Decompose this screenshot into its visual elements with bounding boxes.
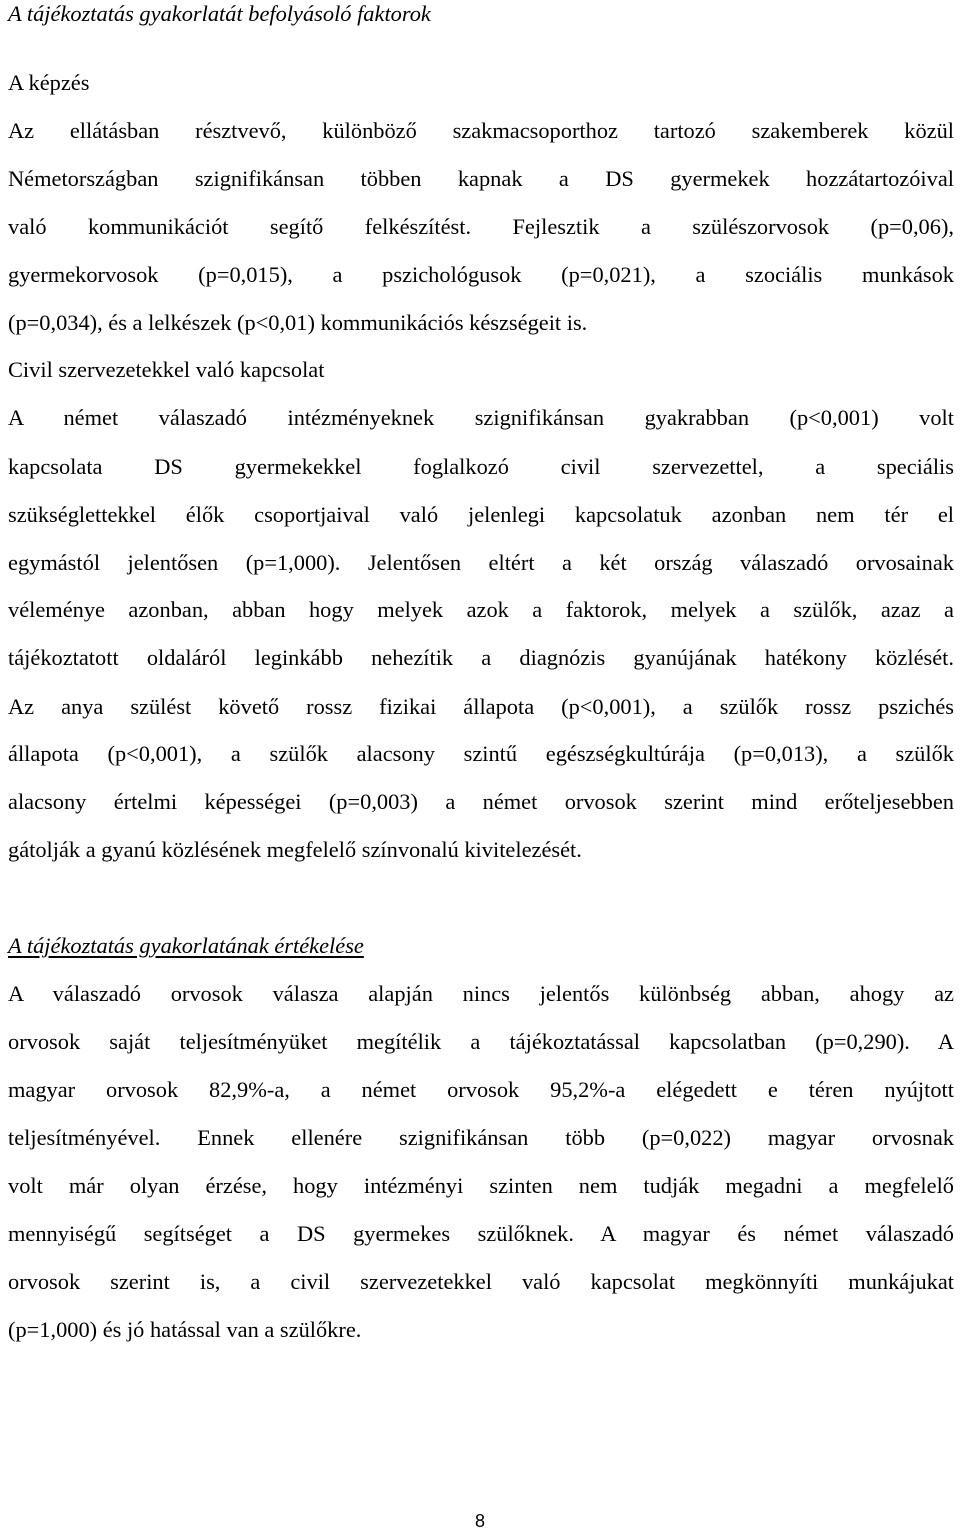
paragraph-line: tájékoztatott oldaláról leginkább nehezítik a diagnózis gyanújának hatékony közlését. (8, 645, 954, 670)
subheading-civil: Civil szervezetekkel való kapcsolat (8, 357, 325, 382)
paragraph-line: A német válaszadó intézményeknek szignifikánsan gyakrabban (p<0,001) volt (8, 405, 954, 430)
paragraph-line: magyar orvosok 82,9%-a, a német orvosok 95,2%-a elégedett e téren nyújtott (8, 1077, 954, 1102)
paragraph-line: volt már olyan érzése, hogy intézményi szinten nem tudják megadni a megfelelő (8, 1173, 954, 1198)
page-number: 8 (474, 1511, 485, 1531)
paragraph-line: teljesítményével. Ennek ellenére szignifikánsan több (p=0,022) magyar orvosnak (8, 1125, 954, 1150)
paragraph-line: gyermekorvosok (p=0,015), a pszichológusok (p=0,021), a szociális munkások (8, 262, 954, 287)
paragraph-line: A válaszadó orvosok válasza alapján nincs jelentős különbség abban, ahogy az (8, 981, 954, 1006)
section-heading-text: A tájékoztatás gyakorlatának értékelése (8, 933, 364, 958)
subheading-kepzes: A képzés (8, 70, 90, 95)
paragraph-line: Az anya szülést követő rossz fizikai állapota (p<0,001), a szülők rossz pszichés (8, 694, 954, 719)
paragraph-line: való kommunikációt segítő felkészítést. Fejlesztik a szülészorvosok (p=0,06), (8, 214, 954, 239)
paragraph-line: szükséglettekkel élők csoportjaival való jelenlegi kapcsolatuk azonban nem tér el (8, 502, 954, 527)
paragraph-line: orvosok szerint is, a civil szervezetekkel való kapcsolat megkönnyíti munkájukat (8, 1269, 954, 1294)
paragraph-line: (p=1,000) és jó hatással van a szülőkre. (8, 1317, 362, 1342)
paragraph-line: egymástól jelentősen (p=1,000). Jelentősen eltért a két ország válaszadó orvosainak (8, 550, 954, 575)
paragraph-line: mennyiségű segítséget a DS gyermekes szülőknek. A magyar és német válaszadó (8, 1221, 954, 1246)
paragraph-line: Németországban szignifikánsan többen kapnak a DS gyermekek hozzátartozóival (8, 166, 954, 191)
paragraph-line: véleménye azonban, abban hogy melyek azok a faktorok, melyek a szülők, azaz a (8, 597, 954, 622)
section-heading-ertekeles (8, 935, 954, 957)
paragraph-line: Az ellátásban résztvevő, különböző szakmacsoporthoz tartozó szakemberek közül (8, 118, 954, 143)
section-heading: A tájékoztatás gyakorlatát befolyásoló faktorok (8, 1, 431, 26)
paragraph-line: (p=0,034), és a lelkészek (p<0,01) kommunikációs készségeit is. (8, 310, 588, 335)
paragraph-line: kapcsolata DS gyermekekkel foglalkozó civil szervezettel, a speciális (8, 454, 954, 479)
paragraph-line: állapota (p<0,001), a szülők alacsony szintű egészségkultúrája (p=0,013), a szülők (8, 741, 954, 766)
paragraph-line: orvosok saját teljesítményüket megítélik a tájékoztatással kapcsolatban (p=0,290). A (8, 1029, 954, 1054)
paragraph-line: alacsony értelmi képességei (p=0,003) a német orvosok szerint mind erőteljesebben (8, 789, 954, 814)
paragraph-line: gátolják a gyanú közlésének megfelelő színvonalú kivitelezését. (8, 837, 582, 862)
